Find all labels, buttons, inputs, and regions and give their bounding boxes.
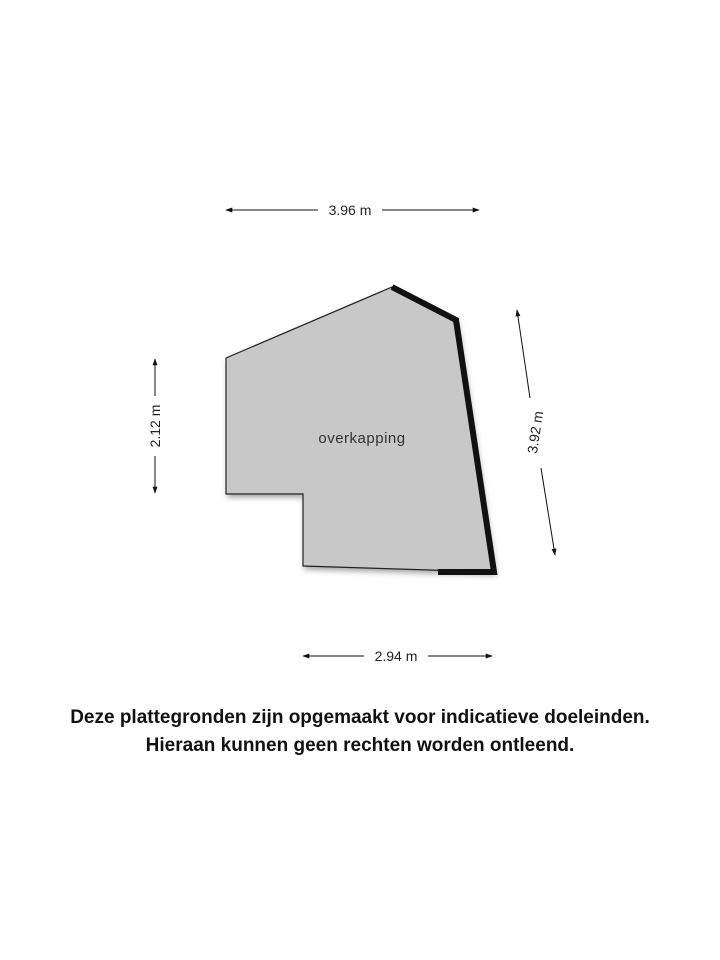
- dimension-bottom: [303, 648, 492, 664]
- dimension-left: [147, 359, 163, 493]
- dimension-top-label: 3.96 m: [328, 202, 372, 218]
- dimension-top: [226, 202, 479, 218]
- dimension-right-label: 3.92 m: [523, 409, 547, 455]
- disclaimer: [0, 704, 720, 760]
- room-label: overkapping: [318, 430, 406, 447]
- dimension-right: [517, 310, 555, 555]
- disclaimer-line-2: Hieraan kunnen geen rechten worden ontleend.: [145, 735, 575, 756]
- disclaimer-line-1: Deze plattegronden zijn opgemaakt voor indicatieve doeleinden.: [70, 707, 650, 728]
- dimension-bottom-label: 2.94 m: [374, 648, 418, 664]
- dimension-left-label: 2.12 m: [147, 404, 163, 448]
